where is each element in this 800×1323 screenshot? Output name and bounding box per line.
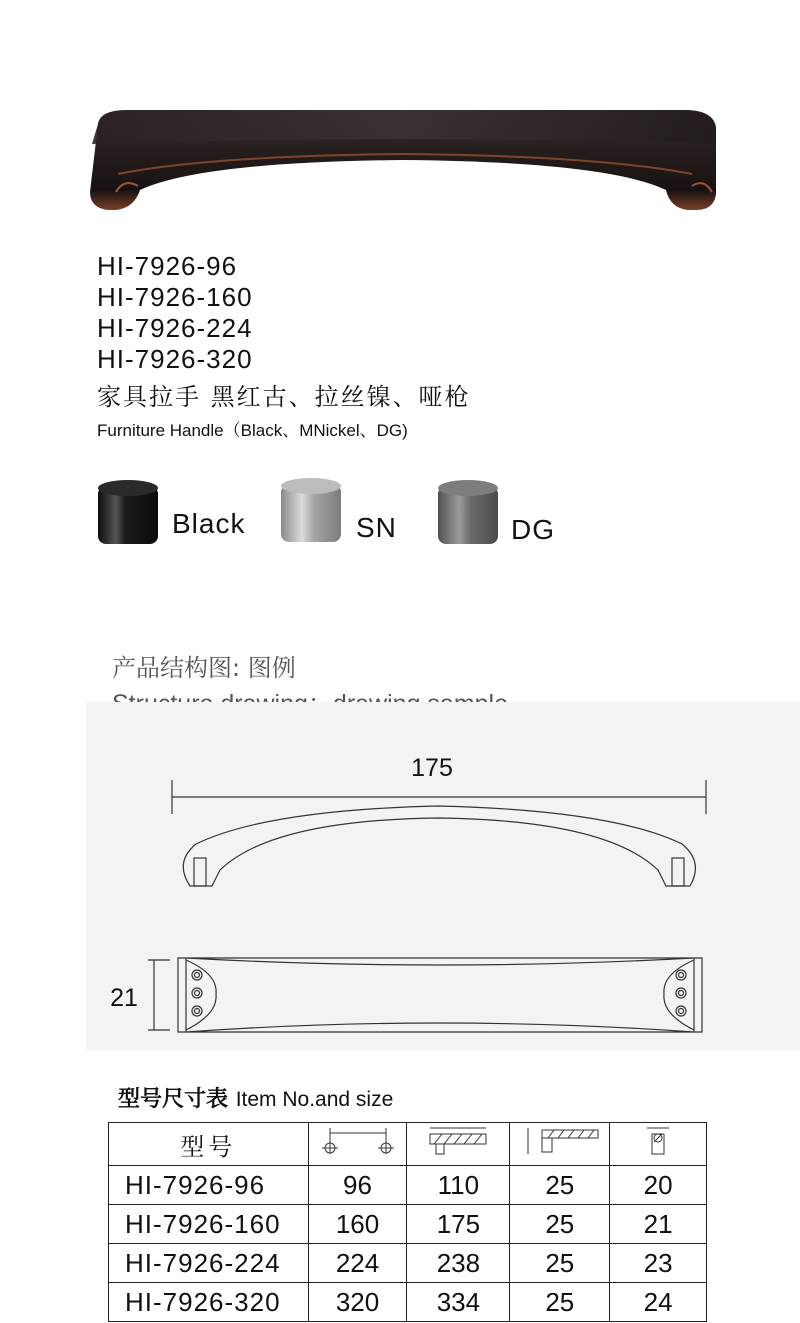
cell-height: 25 <box>510 1283 610 1322</box>
width-icon <box>643 1124 673 1158</box>
overall-length-icon <box>426 1124 490 1158</box>
structure-drawing <box>86 702 800 1050</box>
header-model <box>109 1123 309 1166</box>
table-row <box>109 1244 707 1283</box>
model-number-4: HI-7926-320 <box>97 344 253 374</box>
cell-width: 20 <box>610 1166 707 1205</box>
dimension-height-label: 21 <box>110 984 138 1012</box>
size-table-header-row <box>109 1123 707 1166</box>
product-title-en: Furniture Handle（Black、MNickel、DG) <box>97 421 408 440</box>
size-table-title-cn: 型号尺寸表 <box>118 1087 229 1112</box>
model-number-2: HI-7926-160 <box>97 282 253 312</box>
cell-width: 24 <box>610 1283 707 1322</box>
cell-model: HI-7926-96 <box>109 1166 309 1205</box>
cell-overall-length: 238 <box>407 1244 510 1283</box>
black-finish-swatch-icon <box>96 478 160 548</box>
finish-label-dg: DG <box>511 514 555 545</box>
size-table-title-en: Item No.and size <box>235 1088 394 1111</box>
satin-nickel-swatch-icon <box>279 476 343 546</box>
model-number-1: HI-7926-96 <box>97 251 238 281</box>
header-overall-length <box>407 1123 510 1166</box>
header-model-label: 型号 <box>180 1132 237 1161</box>
cell-width: 21 <box>610 1205 707 1244</box>
cell-overall-length: 334 <box>407 1283 510 1322</box>
dark-gun-swatch-icon <box>436 478 500 548</box>
cell-height: 25 <box>510 1244 610 1283</box>
cell-height: 25 <box>510 1166 610 1205</box>
cell-model: HI-7926-160 <box>109 1205 309 1244</box>
cell-height: 25 <box>510 1205 610 1244</box>
model-number-3: HI-7926-224 <box>97 313 253 343</box>
structure-title-cn: 产品结构图: 图例 <box>112 654 296 682</box>
dimension-length-label: 175 <box>411 754 453 782</box>
table-row <box>109 1283 707 1322</box>
finish-label-sn: SN <box>356 512 397 543</box>
cell-hole-spacing: 224 <box>308 1244 407 1283</box>
finish-label-black: Black <box>172 508 246 539</box>
cell-width: 23 <box>610 1244 707 1283</box>
cell-hole-spacing: 320 <box>308 1283 407 1322</box>
height-icon <box>520 1124 600 1158</box>
cell-model: HI-7926-320 <box>109 1283 309 1322</box>
size-table <box>108 1122 707 1322</box>
header-height <box>510 1123 610 1166</box>
cell-model: HI-7926-224 <box>109 1244 309 1283</box>
table-row <box>109 1205 707 1244</box>
handle-photo <box>88 104 720 216</box>
hole-spacing-icon <box>318 1124 398 1158</box>
cell-overall-length: 110 <box>407 1166 510 1205</box>
product-title-cn: 家具拉手 黑红古、拉丝镍、哑枪 <box>97 383 471 411</box>
header-width <box>610 1123 707 1166</box>
cell-hole-spacing: 160 <box>308 1205 407 1244</box>
header-hole-spacing <box>308 1123 407 1166</box>
cell-hole-spacing: 96 <box>308 1166 407 1205</box>
table-row <box>109 1166 707 1205</box>
cell-overall-length: 175 <box>407 1205 510 1244</box>
size-table-title <box>118 1082 393 1113</box>
